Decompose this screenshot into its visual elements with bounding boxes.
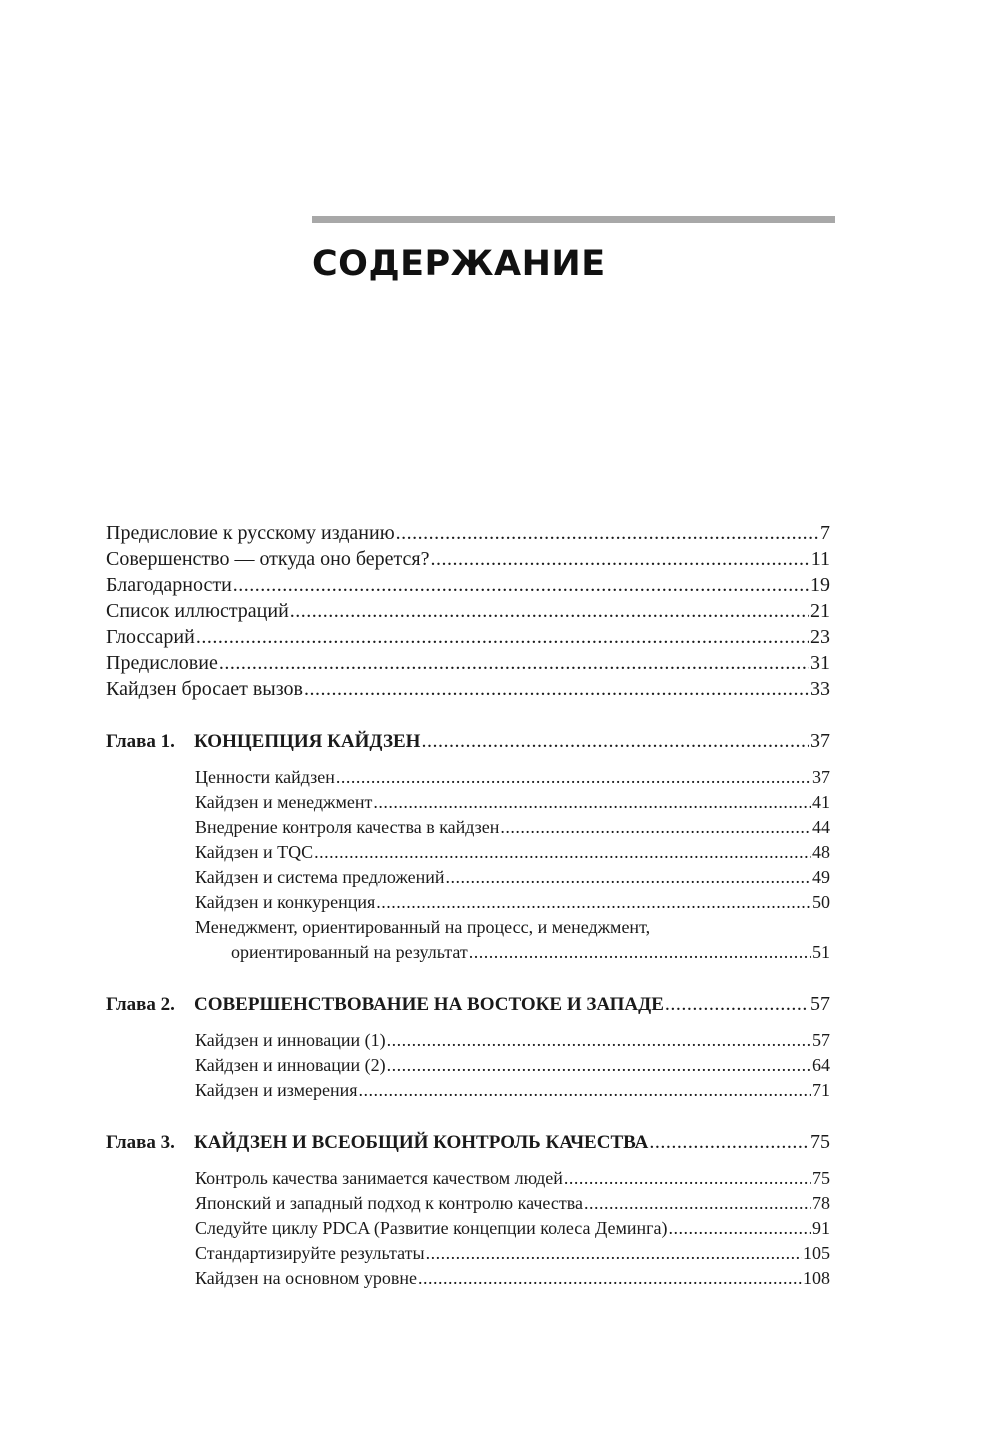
section-page: 78: [812, 1193, 830, 1213]
chapter-heading[interactable]: [106, 728, 830, 755]
section-entry[interactable]: [195, 1078, 830, 1103]
toc-entry-page: 11: [810, 548, 830, 570]
toc-entry[interactable]: [106, 676, 830, 702]
toc-entry-label: Совершенство — откуда оно берется?: [106, 548, 430, 570]
dot-leader: [387, 1053, 811, 1078]
section-entry[interactable]: [195, 765, 830, 790]
toc-entry-page: 23: [810, 626, 830, 648]
section-entry[interactable]: [195, 1241, 830, 1266]
dot-leader: [665, 991, 809, 1017]
dot-leader: [387, 1028, 811, 1053]
dot-leader: [196, 624, 809, 650]
dot-leader: [233, 572, 809, 598]
section-label: Кайдзен и система предложений: [195, 867, 445, 887]
toc-entry-label: Кайдзен бросает вызов: [106, 678, 303, 700]
section-label-line1: Менеджмент, ориентированный на процесс, и менеджмент,: [195, 917, 651, 937]
dot-leader: [421, 728, 809, 754]
page-title: СОДЕРЖАНИЕ: [312, 244, 606, 284]
section-label: Ценности кайдзен: [195, 767, 335, 787]
header-rule: [312, 216, 835, 223]
chapter-heading-label: [106, 1130, 648, 1156]
section-page: 105: [803, 1243, 830, 1263]
section-label: Кайдзен и TQC: [195, 842, 314, 862]
table-of-contents: [106, 520, 830, 1291]
section-page: 64: [812, 1055, 830, 1075]
section-page: 57: [812, 1030, 830, 1050]
dot-leader: [469, 940, 811, 965]
chapter-heading-label: [106, 992, 664, 1018]
section-continuation: [195, 940, 830, 965]
toc-entry-label: Предисловие к русскому изданию: [106, 522, 395, 544]
toc-entry[interactable]: [106, 624, 830, 650]
section-page: 71: [812, 1080, 830, 1100]
dot-leader: [219, 650, 809, 676]
section-entry[interactable]: [195, 1053, 830, 1078]
chapter-heading-label: [106, 729, 420, 755]
toc-entry-page: 31: [810, 652, 830, 674]
section-entry[interactable]: [195, 840, 830, 865]
dot-leader: [430, 546, 809, 572]
chapter-2: [106, 991, 830, 1103]
chapter-number: Глава 1.: [106, 731, 175, 752]
section-page: 108: [803, 1268, 830, 1288]
dot-leader: [446, 865, 811, 890]
dot-leader: [373, 790, 811, 815]
section-label: Кайдзен и инновации (2): [195, 1055, 386, 1075]
section-label: Кайдзен на основном уровне: [195, 1268, 417, 1288]
section-label: Кайдзен и измерения: [195, 1080, 358, 1100]
chapter-3: [106, 1129, 830, 1291]
toc-entry[interactable]: [106, 546, 830, 572]
section-entry[interactable]: [195, 865, 830, 890]
toc-entry-label: Список иллюстраций: [106, 600, 289, 622]
toc-entry-page: 33: [810, 678, 830, 700]
section-page: 48: [812, 842, 830, 862]
section-page: 49: [812, 867, 830, 887]
section-label: Стандартизируйте результаты: [195, 1243, 425, 1263]
toc-entry-label: Предисловие: [106, 652, 218, 674]
chapter-number: Глава 2.: [106, 994, 175, 1015]
section-entry[interactable]: [195, 1266, 830, 1291]
chapter-1: [106, 728, 830, 965]
chapter-heading[interactable]: [106, 1129, 830, 1156]
dot-leader: [336, 765, 811, 790]
toc-entry-label: Благодарности: [106, 574, 232, 596]
front-matter-list: [106, 520, 830, 702]
toc-entry-page: 19: [810, 574, 830, 596]
section-entry[interactable]: [195, 890, 830, 915]
chapter-sections: [195, 1166, 830, 1291]
toc-entry[interactable]: [106, 598, 830, 624]
chapter-title: КАЙДЗЕН И ВСЕОБЩИЙ КОНТРОЛЬ КАЧЕСТВА: [194, 1132, 649, 1153]
section-entry[interactable]: [195, 1028, 830, 1053]
chapter-sections: [195, 1028, 830, 1103]
section-entry[interactable]: [195, 1191, 830, 1216]
section-page: 44: [812, 817, 830, 837]
section-page: 37: [812, 767, 830, 787]
section-label: Внедрение контроля качества в кайдзен: [195, 817, 500, 837]
chapter-page: 75: [810, 1131, 830, 1153]
section-page: 75: [812, 1168, 830, 1188]
dot-leader: [290, 598, 809, 624]
toc-entry-page: 21: [810, 600, 830, 622]
dot-leader: [584, 1191, 811, 1216]
section-label: Кайдзен и конкуренция: [195, 892, 376, 912]
section-label: Японский и западный подход к контролю качества: [195, 1193, 583, 1213]
chapter-number: Глава 3.: [106, 1132, 175, 1153]
section-label: Кайдзен и инновации (1): [195, 1030, 386, 1050]
dot-leader: [426, 1241, 802, 1266]
dot-leader: [649, 1129, 809, 1155]
dot-leader: [668, 1216, 811, 1241]
section-label-line2: ориентированный на результат: [231, 942, 468, 962]
section-label: Контроль качества занимается качеством людей: [195, 1168, 563, 1188]
dot-leader: [304, 676, 809, 702]
toc-entry[interactable]: [106, 572, 830, 598]
dot-leader: [418, 1266, 802, 1291]
section-page: 50: [812, 892, 830, 912]
chapter-title: КОНЦЕПЦИЯ КАЙДЗЕН: [194, 731, 421, 752]
section-entry[interactable]: [195, 790, 830, 815]
section-entry[interactable]: [195, 1166, 830, 1191]
chapter-page: 37: [810, 730, 830, 752]
section-entry-multiline[interactable]: [195, 915, 830, 965]
chapter-sections: [195, 765, 830, 965]
section-page: 91: [812, 1218, 830, 1238]
dot-leader: [396, 520, 819, 546]
section-label: Следуйте циклу PDCA (Развитие концепции колеса Деминга): [195, 1218, 668, 1238]
dot-leader: [359, 1078, 811, 1103]
chapter-title: СОВЕРШЕНСТВОВАНИЕ НА ВОСТОКЕ И ЗАПАДЕ: [194, 994, 664, 1015]
toc-entry-page: 7: [820, 522, 830, 544]
chapter-heading[interactable]: [106, 991, 830, 1018]
chapter-page: 57: [810, 993, 830, 1015]
toc-entry[interactable]: [106, 520, 830, 546]
section-page: 51: [812, 942, 830, 962]
dot-leader: [376, 890, 811, 915]
section-entry[interactable]: [195, 815, 830, 840]
section-entry[interactable]: [195, 1216, 830, 1241]
section-page: 41: [812, 792, 830, 812]
toc-entry[interactable]: [106, 650, 830, 676]
section-label: Кайдзен и менеджмент: [195, 792, 373, 812]
toc-entry-label: Глоссарий: [106, 626, 195, 648]
dot-leader: [500, 815, 811, 840]
dot-leader: [314, 840, 811, 865]
dot-leader: [564, 1166, 811, 1191]
